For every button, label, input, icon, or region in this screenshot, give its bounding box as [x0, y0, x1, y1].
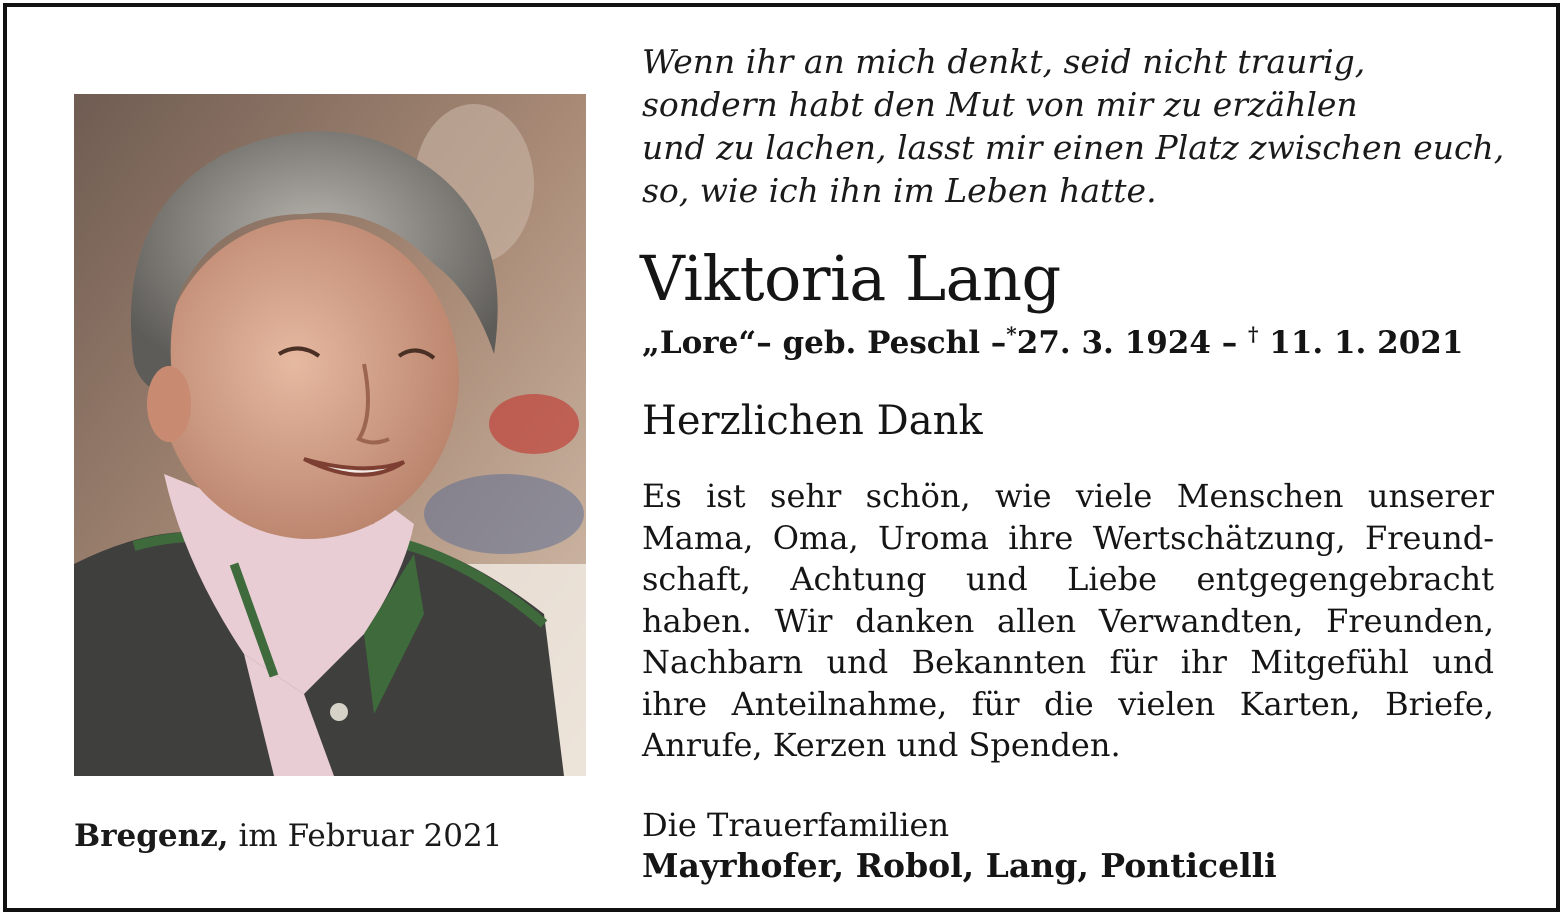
body-line-text: schaft, Achtung und Liebe entgegengebracht — [642, 560, 1494, 598]
poem-line: sondern habt den Mut von mir zu erzählen — [642, 85, 1358, 124]
death-symbol: † — [1248, 322, 1259, 346]
birth-date: 27. 3. 1924 – — [1016, 325, 1238, 361]
body-line-text: ihre Anteilnahme, für die vielen Karten, Briefe, — [642, 684, 1494, 723]
body-line — [642, 601, 1494, 643]
family-names: Mayrhofer, Robol, Lang, Ponticelli — [642, 846, 1277, 885]
body-line — [642, 476, 1494, 518]
poem-line: und zu lachen, lasst mir einen Platz zwischen euch, — [642, 128, 1505, 167]
body-line-text: haben. Wir danken allen Verwandten, Freunden, — [642, 601, 1494, 640]
family-label: Die Trauerfamilien — [642, 806, 950, 844]
body-line — [642, 559, 1494, 601]
place-date-line — [74, 818, 502, 854]
nickname-birthname: „Lore“– geb. Peschl – — [642, 325, 1007, 361]
life-dates — [642, 322, 1463, 361]
body-line-text: Es ist sehr schön, wie viele Menschen unserer — [642, 477, 1494, 515]
portrait-photo — [74, 94, 586, 776]
deceased-name: Viktoria Lang — [640, 242, 1061, 315]
body-line — [642, 518, 1494, 560]
birth-symbol: * — [1006, 322, 1017, 346]
body-line — [642, 684, 1494, 726]
portrait-illustration — [74, 94, 586, 776]
place-city: Bregenz, — [74, 818, 229, 854]
body-line — [642, 725, 1494, 767]
poem-line: Wenn ihr an mich denkt, seid nicht traurig, — [642, 42, 1366, 81]
body-line-text: Anrufe, Kerzen und Spenden. — [642, 726, 1121, 764]
place-date: im Februar 2021 — [238, 818, 503, 854]
death-date: 11. 1. 2021 — [1258, 325, 1464, 361]
body-line-text: Nachbarn und Bekannten für ihr Mitgefühl und — [642, 643, 1494, 681]
body-line — [642, 642, 1494, 684]
body-line-text: Mama, Oma, Uroma ihre Wertschätzung, Freund- — [642, 518, 1494, 557]
thanks-body — [642, 476, 1494, 767]
memorial-poem — [642, 40, 1522, 212]
poem-line: so, wie ich ihn im Leben hatte. — [642, 171, 1157, 210]
thanks-heading: Herzlichen Dank — [642, 398, 983, 444]
